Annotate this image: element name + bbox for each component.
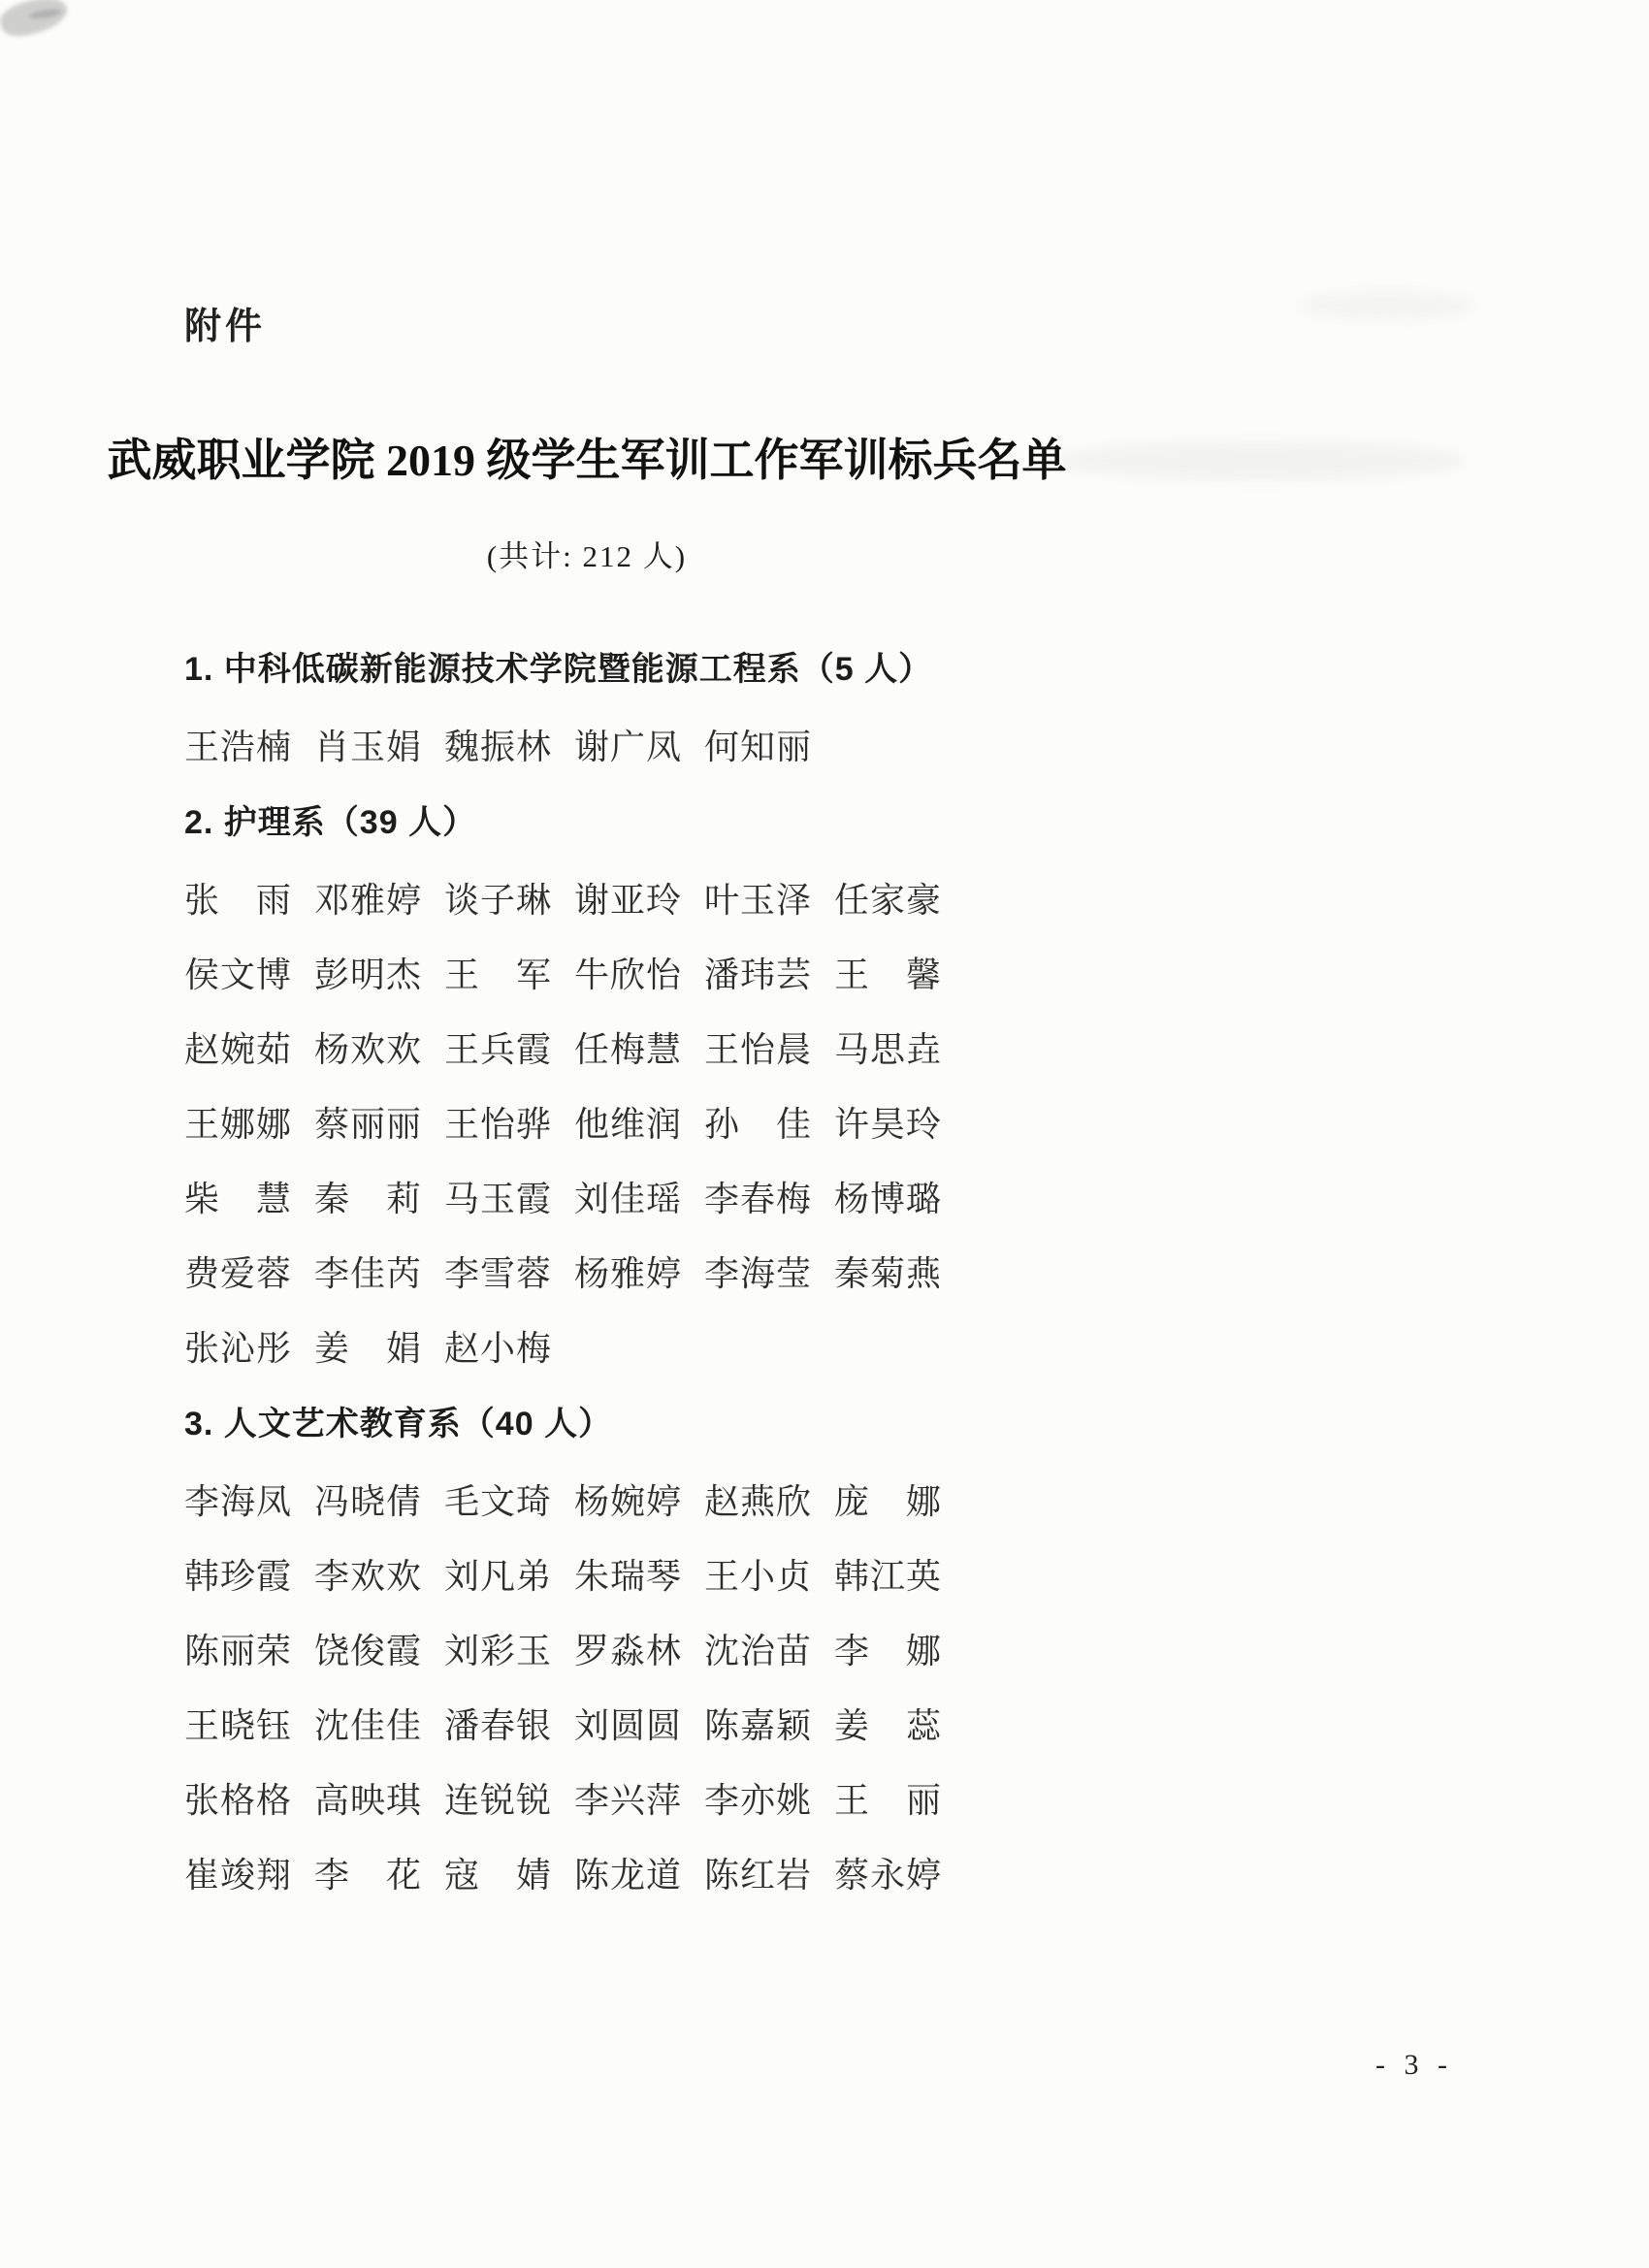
student-name: 蔡丽丽 [314, 1105, 423, 1144]
student-name: 王 丽 [834, 1781, 943, 1820]
student-name: 邓雅婷 [314, 881, 423, 920]
student-name: 刘凡弟 [444, 1557, 553, 1596]
student-name: 罗淼林 [574, 1632, 683, 1670]
student-name: 李佳芮 [314, 1254, 423, 1293]
student-name: 张格格 [184, 1781, 293, 1820]
student-name: 许昊玲 [834, 1105, 943, 1144]
student-name: 沈治苗 [704, 1632, 813, 1670]
student-name: 杨雅婷 [574, 1254, 683, 1293]
student-name: 赵小梅 [444, 1329, 553, 1368]
student-name: 陈嘉颖 [704, 1706, 813, 1745]
bleed-through-artifact [1057, 441, 1465, 480]
student-name: 刘佳瑶 [574, 1180, 683, 1218]
student-name: 毛文琦 [444, 1482, 553, 1521]
student-name: 冯晓倩 [314, 1482, 423, 1521]
student-name: 朱瑞琴 [574, 1557, 683, 1596]
student-name: 费爱蓉 [184, 1254, 293, 1293]
student-name: 陈龙道 [574, 1856, 683, 1895]
student-name: 王娜娜 [184, 1105, 293, 1144]
student-name: 魏振林 [444, 728, 553, 766]
section-heading: 3. 人文艺术教育系（40 人） [184, 1406, 613, 1442]
student-name: 李 花 [314, 1856, 423, 1895]
student-name: 王浩楠 [184, 728, 293, 766]
student-name: 李欢欢 [314, 1557, 423, 1596]
student-name: 崔竣翔 [184, 1856, 293, 1895]
student-name: 何知丽 [704, 728, 813, 766]
sections-container [184, 632, 989, 1914]
student-name: 蔡永婷 [834, 1856, 943, 1895]
student-name: 王晓钰 [184, 1706, 293, 1745]
student-name: 韩江英 [834, 1557, 943, 1596]
student-name: 李雪蓉 [444, 1254, 553, 1293]
student-name: 叶玉泽 [704, 881, 813, 920]
student-name: 李兴萍 [574, 1781, 683, 1820]
section-heading: 1. 中科低碳新能源技术学院暨能源工程系（5 人） [184, 651, 933, 688]
student-name: 刘彩玉 [444, 1632, 553, 1670]
student-name: 饶俊霞 [314, 1632, 423, 1670]
student-name: 陈丽荣 [184, 1632, 293, 1670]
student-name: 任梅慧 [574, 1030, 683, 1069]
student-name: 马玉霞 [444, 1180, 553, 1218]
student-name: 李春梅 [704, 1180, 813, 1218]
student-name: 张沁彤 [184, 1329, 293, 1368]
name-grid [184, 1462, 989, 1910]
student-name: 王兵霞 [444, 1030, 553, 1069]
student-name: 王 军 [444, 956, 553, 994]
student-name: 庞 娜 [834, 1482, 943, 1521]
name-grid [184, 707, 989, 782]
student-name: 韩珍霞 [184, 1557, 293, 1596]
student-name: 谈子琳 [444, 881, 553, 920]
total-count-subtitle: (共计: 212 人) [486, 539, 688, 573]
department-section [184, 786, 989, 1383]
student-name: 王怡骅 [444, 1105, 553, 1144]
student-name: 姜 蕊 [834, 1706, 943, 1745]
smudge-mark [0, 0, 72, 43]
student-name: 牛欣怡 [574, 956, 683, 994]
student-name: 姜 娟 [314, 1329, 423, 1368]
student-name: 秦菊燕 [834, 1254, 943, 1293]
student-name: 李亦姚 [704, 1781, 813, 1820]
student-name: 高映琪 [314, 1781, 423, 1820]
department-section [184, 632, 989, 782]
student-name: 刘圆圆 [574, 1706, 683, 1745]
student-name: 彭明杰 [314, 956, 423, 994]
bleed-through-artifact [1300, 291, 1474, 320]
student-name: 杨博璐 [834, 1180, 943, 1218]
student-name: 李 娜 [834, 1632, 943, 1670]
department-section [184, 1387, 989, 1910]
document-title: 武威职业学院 2019 级学生军训工作军训标兵名单 [107, 436, 1067, 485]
student-name: 李海莹 [704, 1254, 813, 1293]
student-name: 杨婉婷 [574, 1482, 683, 1521]
student-name: 赵燕欣 [704, 1482, 813, 1521]
student-name: 肖玉娟 [314, 728, 423, 766]
student-name: 张 雨 [184, 881, 293, 920]
student-name: 谢广凤 [574, 728, 683, 766]
attachment-label: 附件 [184, 307, 267, 347]
name-grid [184, 860, 989, 1383]
page-number: - 3 - [1375, 2049, 1453, 2081]
student-name: 杨欢欢 [314, 1030, 423, 1069]
student-name: 王 馨 [834, 956, 943, 994]
student-name: 任家豪 [834, 881, 943, 920]
student-name: 王小贞 [704, 1557, 813, 1596]
student-name: 潘玮芸 [704, 956, 813, 994]
student-name: 沈佳佳 [314, 1706, 423, 1745]
student-name: 李海凤 [184, 1482, 293, 1521]
student-name: 孙 佳 [704, 1105, 813, 1144]
student-name: 谢亚玲 [574, 881, 683, 920]
student-name: 寇 婧 [444, 1856, 553, 1895]
student-name: 侯文博 [184, 956, 293, 994]
section-heading: 2. 护理系（39 人） [184, 804, 477, 841]
student-name: 柴 慧 [184, 1180, 293, 1218]
student-name: 马思垚 [834, 1030, 943, 1069]
student-name: 赵婉茹 [184, 1030, 293, 1069]
student-name: 王怡晨 [704, 1030, 813, 1069]
student-name: 他维润 [574, 1105, 683, 1144]
student-name: 潘春银 [444, 1706, 553, 1745]
student-name: 连锐锐 [444, 1781, 553, 1820]
student-name: 陈红岩 [704, 1856, 813, 1895]
student-name: 秦 莉 [314, 1180, 423, 1218]
